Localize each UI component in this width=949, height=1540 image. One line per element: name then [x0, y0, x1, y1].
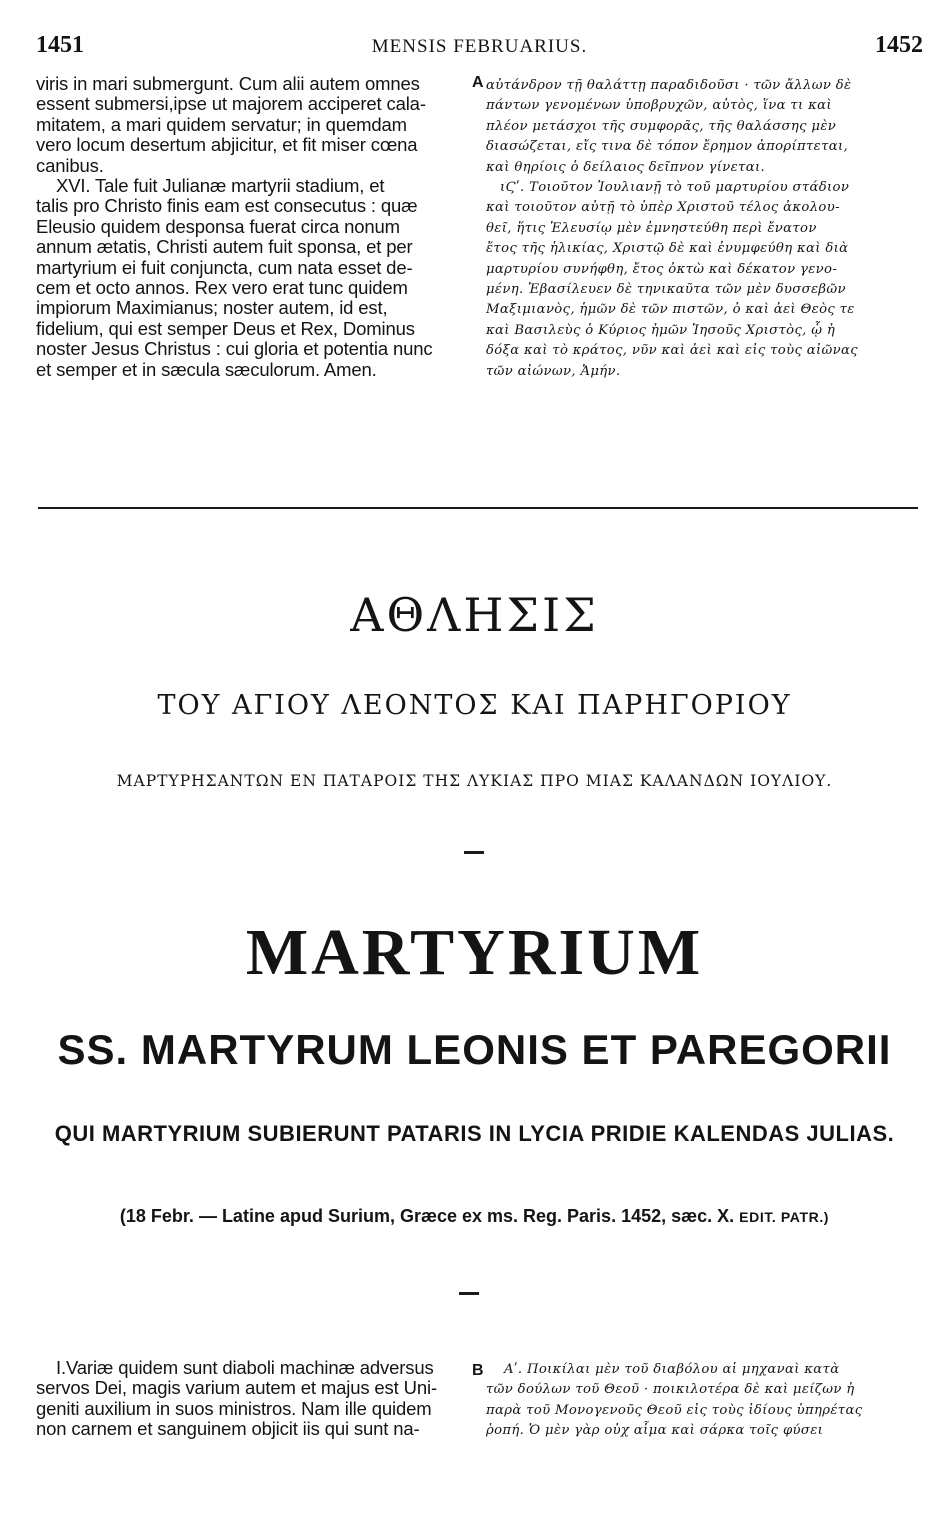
- greek-column-top: [486, 76, 924, 382]
- text-line: διασώζεται, εἴς τινα δὲ τόπον ἔρημον ἀπορίπτεται,: [486, 139, 849, 155]
- text-line: πλέον μετάσχοι τῆς συμφορᾶς, τῆς θαλάσσης μὲν: [486, 118, 837, 134]
- running-title: MENSIS FEBRUARIUS.: [371, 36, 588, 57]
- latin-column-bottom: [36, 1358, 476, 1440]
- source-note-text: (18 Febr. — Latine apud Surium, Græce ex ms. Reg. Paris. 1452, sæc. X.: [119, 1206, 735, 1226]
- greek-column-bottom: [486, 1360, 924, 1442]
- text-line: Μαξιμιανὸς, ἡμῶν δὲ τῶν πιστῶν, ὁ καὶ ἀεὶ Θεὸς τε: [486, 302, 855, 318]
- text-line: δόξα καὶ τὸ κράτος, νῦν καὶ ἀεὶ καὶ εἰς τοὺς αἰῶνας: [486, 343, 858, 359]
- text-line: πάντων γενομένων ὑποβρυχῶν, αὐτὸς, ἵνα τι καὶ: [486, 98, 832, 114]
- text-line: viris in mari submergunt. Cum alii autem omnes: [36, 74, 420, 94]
- latin-column-top: [36, 74, 474, 380]
- text-line: vero locum desertum abjicitur, et fit miser cœna: [36, 135, 418, 156]
- text-line: καὶ Βασιλεὺς ὁ Κύριος ἡμῶν Ἰησοῦς Χριστὸς, ᾧ ἡ: [486, 322, 836, 338]
- page-number-left: 1451: [36, 32, 84, 58]
- text-line: essent submersi,ipse ut majorem acciperet cala-: [36, 94, 426, 115]
- text-line: ῥοπή. Ὁ μὲν γὰρ οὐχ αἷμα καὶ σάρκα τοῖς φύσει: [486, 1423, 824, 1439]
- text-line: talis pro Christo finis eam est consecutus : quæ: [36, 196, 418, 217]
- page-number-right: 1452: [875, 32, 923, 58]
- text-line: et semper et in sæcula sæculorum. Amen.: [36, 359, 377, 380]
- source-note: [0, 1206, 949, 1227]
- text-line: τῶν δούλων τοῦ Θεοῦ · ποικιλοτέρα δὲ καὶ μείζων ἡ: [486, 1382, 855, 1398]
- text-line: καὶ θηρίοις ὁ δείλαιος δεῖπνον γίνεται.: [486, 159, 766, 175]
- short-dash-divider: [464, 851, 484, 854]
- text-line: καὶ τοιοῦτον αὐτῇ τὸ ὑπὲρ Χριστοῦ τέλος ἀκολου-: [486, 200, 840, 216]
- text-line: non carnem et sanguinem objicit iis qui sunt na-: [36, 1419, 420, 1440]
- short-dash-divider: [459, 1292, 479, 1295]
- text-line: μένη. Ἐβασίλευεν δὲ τηνικαῦτα τῶν μὲν δυσσεβῶν: [486, 282, 846, 298]
- text-line: ἔτος τῆς ἡλικίας, Χριστῷ δὲ καὶ ἐνυμφεύθη καὶ διὰ: [486, 241, 849, 257]
- text-line: geniti auxilium in suos ministros. Nam ille quidem: [36, 1398, 432, 1419]
- text-line: fidelium, qui est semper Deus et Rex, Dominus: [36, 318, 415, 339]
- section-divider-rule: [38, 507, 918, 509]
- latin-title: MARTYRIUM: [245, 916, 704, 989]
- text-line: cem et octo annos. Rex vero erat tunc quidem: [36, 278, 408, 299]
- text-line: martyrium ei fuit conjuncta, cum nata esset de-: [36, 257, 413, 278]
- text-line: canibus.: [36, 155, 104, 176]
- text-line: θεῖ, ἥτις Ἐλευσίῳ μὲν ἐμνηστεύθη περὶ ἔνατον: [486, 220, 817, 236]
- text-line: annum ætatis, Christi autem fuit sponsa, et per: [36, 237, 413, 258]
- text-line: noster Jesus Christus : cui gloria et potentia nunc: [36, 339, 433, 360]
- text-line: μαρτυρίου συνήφθη, ἔτος ὀκτὼ καὶ δέκατον γενο-: [486, 261, 838, 277]
- greek-title: ΑΘΛΗΣΙΣ: [350, 588, 599, 642]
- source-note-editor: EDIT. PATR.): [739, 1209, 830, 1225]
- latin-subtitle-small: QUI MARTYRIUM SUBIERUNT PATARIS IN LYCIA PRIDIE KALENDAS JULIAS.: [54, 1121, 895, 1146]
- text-line: I.Variæ quidem sunt diaboli machinæ adversus: [56, 1358, 434, 1378]
- text-line: αὐτάνδρον τῇ θαλάττῃ παραδιδοῦσι · τῶν ἄλλων δὲ: [486, 78, 852, 93]
- text-line: XVI. Tale fuit Julianæ martyrii stadium, et: [56, 176, 385, 197]
- text-line: τῶν αἰώνων, Ἀμήν.: [486, 363, 621, 379]
- latin-subtitle: SS. MARTYRUM LEONIS ET PAREGORII: [57, 1026, 892, 1073]
- greek-subtitle-small: ΜΑΡΤΥΡΗΣΑΝΤΩΝ ΕΝ ΠΑΤΑΡΟΙΣ ΤΗΣ ΛΥΚΙΑΣ ΠΡΟ ΜΙΑΣ ΚΑΛΑΝΔΩΝ ΙΟΥΛΙΟΥ.: [116, 772, 833, 790]
- margin-marker-b: B: [472, 1362, 484, 1379]
- margin-marker-a: A: [472, 74, 484, 91]
- text-line: impiorum Maximianus; noster autem, id est,: [36, 298, 388, 319]
- text-line: παρὰ τοῦ Μονογενοῦς Θεοῦ εἰς τοὺς ἰδίους ὑπηρέτας: [486, 1402, 863, 1418]
- text-line: mitatem, a mari quidem servatur; in quemdam: [36, 114, 407, 135]
- running-header: [36, 32, 923, 62]
- greek-subtitle: ΤΟΥ ΑΓΙΟΥ ΛΕΟΝΤΟΣ ΚΑΙ ΠΑΡΗΓΟΡΙΟΥ: [157, 690, 792, 721]
- text-line: Eleusio quidem desponsa fuerat circa nonum: [36, 216, 400, 237]
- text-line: Αʹ. Ποικίλαι μὲν τοῦ διαβόλου αἱ μηχαναὶ κατὰ: [504, 1362, 840, 1377]
- text-line: servos Dei, magis varium autem et majus est Uni-: [36, 1378, 437, 1399]
- text-line: ιϚʹ. Τοιοῦτον Ἰουλιανῇ τὸ τοῦ μαρτυρίου στάδιον: [500, 180, 850, 196]
